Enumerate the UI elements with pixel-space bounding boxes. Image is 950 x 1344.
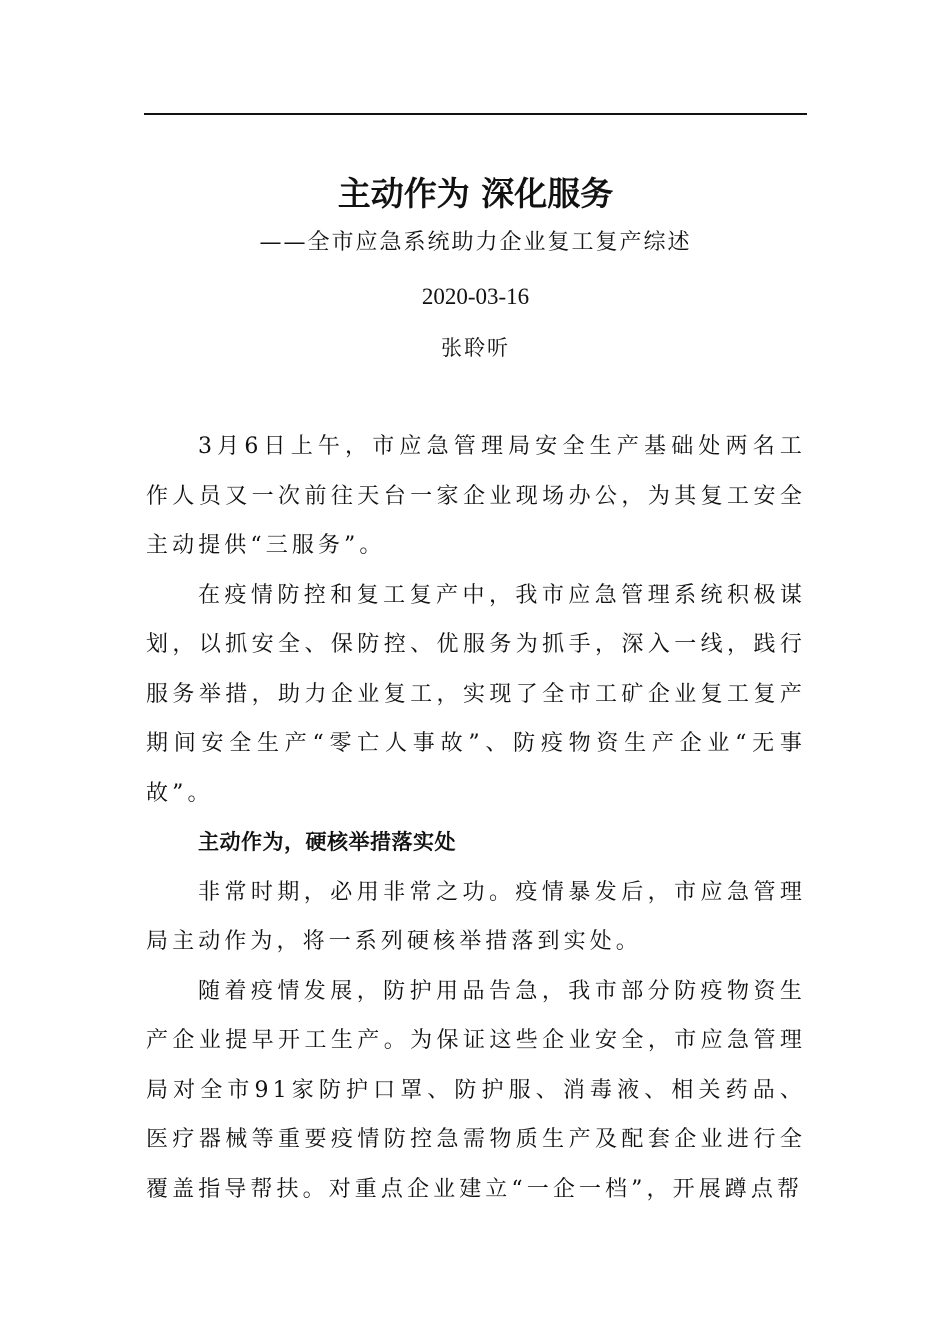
body-paragraph: 3月6日上午，市应急管理局安全生产基础处两名工作人员又一次前往天台一家企业现场办公，为其复工安全主动提供“三服务”。 bbox=[146, 434, 806, 558]
header-rule bbox=[144, 113, 807, 115]
section-heading: 主动作为，硬核举措落实处 bbox=[198, 830, 456, 854]
body-paragraph: 非常时期，必用非常之功。疫情暴发后，市应急管理局主动作为，将一系列硬核举措落到实处。 bbox=[146, 879, 806, 954]
article-subtitle: ——全市应急系统助力企业复工复产综述 bbox=[259, 230, 692, 255]
article-author: 张聆听 bbox=[441, 336, 510, 360]
article-body bbox=[146, 422, 806, 1214]
body-paragraph: 在疫情防控和复工复产中，我市应急管理系统积极谋划，以抓安全、保防控、优服务为抓手，深入一线，践行服务举措，助力企业复工，实现了全市工矿企业复工复产期间安全生产“零亡人事故”、防疫物资生产企业“无事故”。 bbox=[146, 582, 806, 806]
body-paragraph: 随着疫情发展，防护用品告急，我市部分防疫物资生产企业提早开工生产。为保证这些企业安全，市应急管理局对全市91家防护口罩、防护服、消毒液、相关药品、医疗器械等重要疫情防控急需物质生产及配套企业进行全覆盖指导帮扶。对重点企业建立“一企一档”，开展蹲点帮 bbox=[146, 978, 806, 1202]
article-title: 主动作为 深化服务 bbox=[337, 174, 614, 213]
article-date: 2020-03-16 bbox=[421, 284, 530, 309]
